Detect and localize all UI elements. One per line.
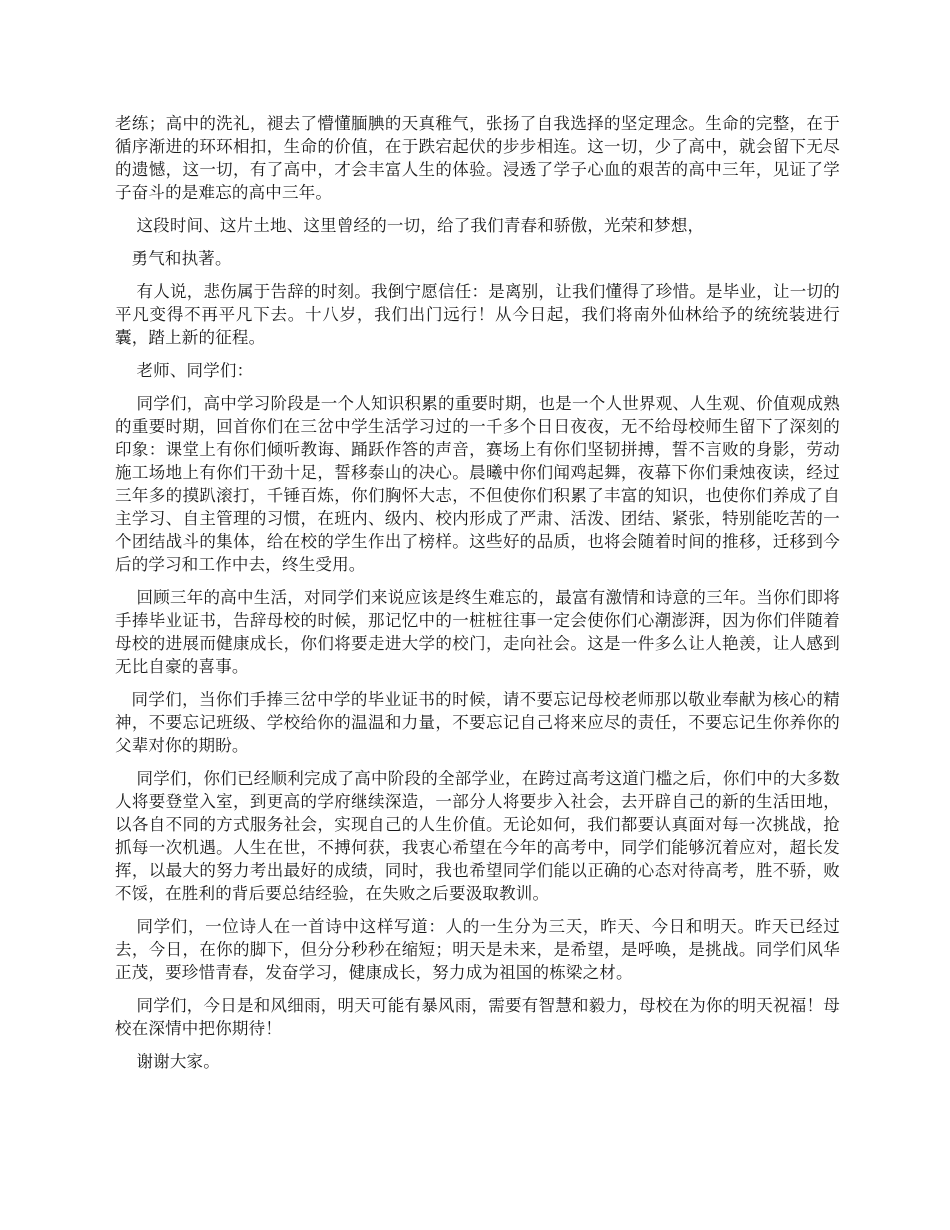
paragraph-5: 同学们，高中学习阶段是一个人知识积累的重要时期，也是一个人世界观、人生观、价值观成熟的重要时期，回首你们在三岔中学生活学习过的一千多个日日夜夜，无不给母校师生留下了深刻的印象：课堂上有你们倾听教诲、踊跃作答的声音，赛场上有你们坚韧拼搏，誓不言败的身影，劳动施工场地上有你们干劲十足，誓移泰山的决心。晨曦中你们闻鸡起舞，夜幕下你们秉烛夜读，经过三年多的摸趴滚打，千锤百炼，你们胸怀大志，不但使你们积累了丰富的知识，也使你们养成了自主学习、自主管理的习惯，在班内、级内、校内形成了严肃、活泼、团结、紧张，特别能吃苦的一个团结战斗的集体，给在校的学生作出了榜样。这些好的品质，也将会随着时间的推移，迁移到今后的学习和工作中去，终生受用。 bbox=[115, 394, 840, 574]
paragraph-8: 同学们，你们已经顺利完成了高中阶段的全部学业，在跨过高考这道门槛之后，你们中的大多数人将要登堂入室，到更高的学府继续深造，一部分人将要步入社会，去开辟自己的新的生活田地，以各自不同的方式服务社会，实现自己的人生价值。无论如何，我们都要认真面对每一次挑战，抢抓每一次机遇。人生在世，不搏何获，我衷心希望在今年的高考中，同学们能够沉着应对，超长发挥，以最大的努力考出最好的成绩，同时，我也希望同学们能以正确的心态对待高考，胜不骄，败不馁，在胜利的背后要总结经验，在失败之后要汲取教训。 bbox=[115, 769, 840, 903]
paragraph-2: 这段时间、这片土地、这里曾经的一切，给了我们青春和骄傲，光荣和梦想， bbox=[136, 216, 705, 235]
paragraph-1: 老练；高中的洗礼，褪去了懵懂腼腆的天真稚气，张扬了自我选择的坚定理念。生命的完整，在于循序渐进的环环相扣，生命的价值，在于跌宕起伏的步步相连。这一切，少了高中，就会留下无尽的遗憾，这一切，有了高中，才会丰富人生的体验。浸透了学子心血的艰苦的高中三年，见证了学子奋斗的是难忘的高中三年。 bbox=[115, 114, 840, 202]
paragraph-3: 勇气和执著。 bbox=[131, 249, 232, 268]
paragraph-10: 同学们，今日是和风细雨，明天可能有暴风雨，需要有智慧和毅力，母校在为你的明天祝福！母校在深情中把你期待！ bbox=[115, 996, 840, 1038]
paragraph-4: 有人说，悲伤属于告辞的时刻。我倒宁愿信任：是离别，让我们懂得了珍惜。是毕业，让一切的平凡变得不再平凡下去。十八岁，我们出门远行！从今日起，我们将南外仙林给予的统统装进行囊，踏上新的征程。 bbox=[115, 282, 840, 347]
document-body bbox=[115, 112, 840, 1083]
paragraph-9: 同学们，一位诗人在一首诗中这样写道：人的一生分为三天，昨天、今日和明天。昨天已经过去，今日，在你的脚下，但分分秒秒在缩短；明天是未来，是希望，是呼唤，是挑战。同学们风华正茂，要珍惜青春，发奋学习，健康成长，努力成为祖国的栋梁之材。 bbox=[115, 917, 840, 982]
paragraph-7: 同学们，当你们手捧三岔中学的毕业证书的时候，请不要忘记母校老师那以敬业奉献为核心的精神，不要忘记班级、学校给你的温温和力量，不要忘记自己将来应尽的责任，不要忘记生你养你的父辈对你的期盼。 bbox=[115, 690, 840, 755]
paragraph-6: 回顾三年的高中生活，对同学们来说应该是终生难忘的，最富有激情和诗意的三年。当你们即将手捧毕业证书，告辞母校的时候，那记忆中的一桩桩往事一定会使你们心潮澎湃，因为你们伴随着母校的进展而健康成长，你们将要走进大学的校门，走向社会。这是一件多么让人艳羡，让人感到无比自豪的喜事。 bbox=[115, 588, 840, 676]
greeting-line: 老师、同学们： bbox=[136, 361, 254, 380]
closing-line: 谢谢大家。 bbox=[136, 1052, 220, 1071]
